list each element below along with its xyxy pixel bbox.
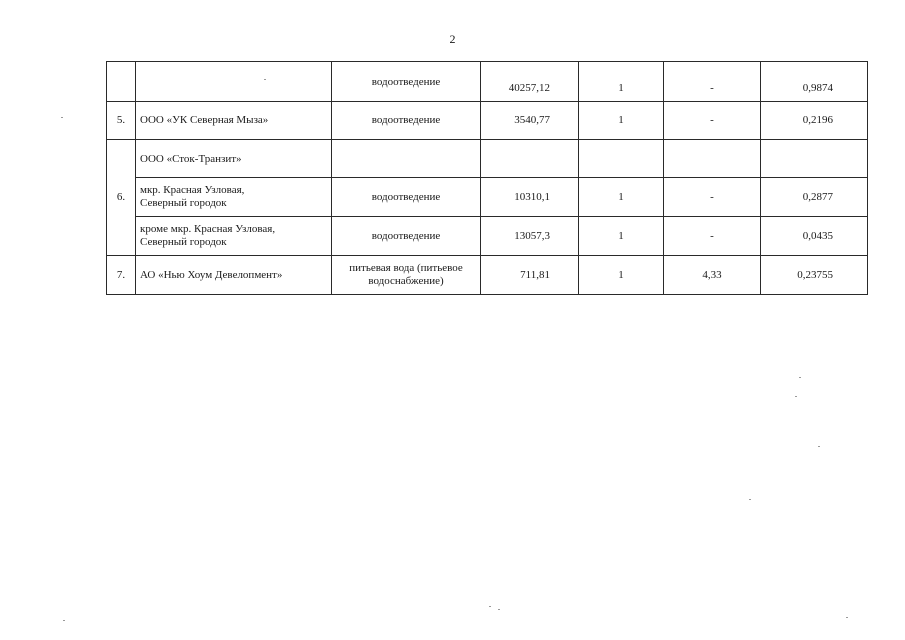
service-line: водоснабжение)	[368, 275, 444, 287]
table-row	[107, 62, 868, 102]
service-cell: водоотведение	[332, 217, 481, 256]
service-cell: водоотведение	[332, 178, 481, 217]
volume-cell: 10310,1	[481, 178, 579, 217]
volume-cell: 13057,3	[481, 217, 579, 256]
row-number-cell: 6.	[107, 140, 136, 256]
organization-cell: АО «Нью Хоум Девелопмент»	[136, 256, 332, 295]
page-number: 2	[449, 32, 456, 46]
organization-line: мкр. Красная Узловая,	[140, 184, 245, 196]
organization-cell	[136, 217, 332, 256]
coefficient-cell: 1	[579, 217, 664, 256]
scan-speck	[264, 79, 266, 80]
volume-cell	[481, 140, 579, 178]
coefficient-cell: 1	[579, 62, 664, 102]
organization-line: кроме мкр. Красная Узловая,	[140, 223, 276, 235]
volume-cell: 711,81	[481, 256, 579, 295]
surcharge-cell: -	[664, 62, 761, 102]
surcharge-cell: -	[664, 178, 761, 217]
table-row	[107, 217, 868, 256]
surcharge-cell: -	[664, 102, 761, 140]
table-row	[107, 140, 868, 178]
service-cell	[332, 256, 481, 295]
coefficient-cell: 1	[579, 178, 664, 217]
surcharge-cell: -	[664, 217, 761, 256]
tariff-table	[106, 61, 868, 295]
value-cell: 0,2877	[761, 178, 868, 217]
table-row	[107, 256, 868, 295]
value-cell: 0,23755	[761, 256, 868, 295]
organization-cell	[136, 178, 332, 217]
volume-cell: 40257,12	[481, 62, 579, 102]
coefficient-cell: 1	[579, 256, 664, 295]
surcharge-cell	[664, 140, 761, 178]
scan-speck	[818, 446, 820, 447]
value-cell: 0,2196	[761, 102, 868, 140]
coefficient-cell	[579, 140, 664, 178]
table-row	[107, 178, 868, 217]
value-cell	[761, 140, 868, 178]
coefficient-cell: 1	[579, 102, 664, 140]
organization-cell: ООО «Сток-Транзит»	[136, 140, 332, 178]
value-cell: 0,0435	[761, 217, 868, 256]
scan-speck	[846, 617, 848, 618]
organization-cell: ООО «УК Северная Мыза»	[136, 102, 332, 140]
service-cell: водоотведение	[332, 102, 481, 140]
row-number-cell: 7.	[107, 256, 136, 295]
service-cell: водоотведение	[332, 62, 481, 102]
organization-line: Северный городок	[140, 236, 227, 248]
row-number-cell	[107, 62, 136, 102]
organization-line: Северный городок	[140, 197, 227, 209]
scan-speck	[61, 117, 63, 118]
scan-speck	[498, 609, 500, 610]
scan-speck	[795, 396, 797, 397]
table-row	[107, 102, 868, 140]
scan-speck	[749, 499, 751, 500]
scan-speck	[489, 606, 491, 607]
service-line: питьевая вода (питьевое	[349, 262, 463, 274]
scan-speck	[63, 620, 65, 621]
surcharge-cell: 4,33	[664, 256, 761, 295]
scan-speck	[799, 377, 801, 378]
service-cell	[332, 140, 481, 178]
volume-cell: 3540,77	[481, 102, 579, 140]
organization-cell	[136, 62, 332, 102]
row-number-cell: 5.	[107, 102, 136, 140]
value-cell: 0,9874	[761, 62, 868, 102]
